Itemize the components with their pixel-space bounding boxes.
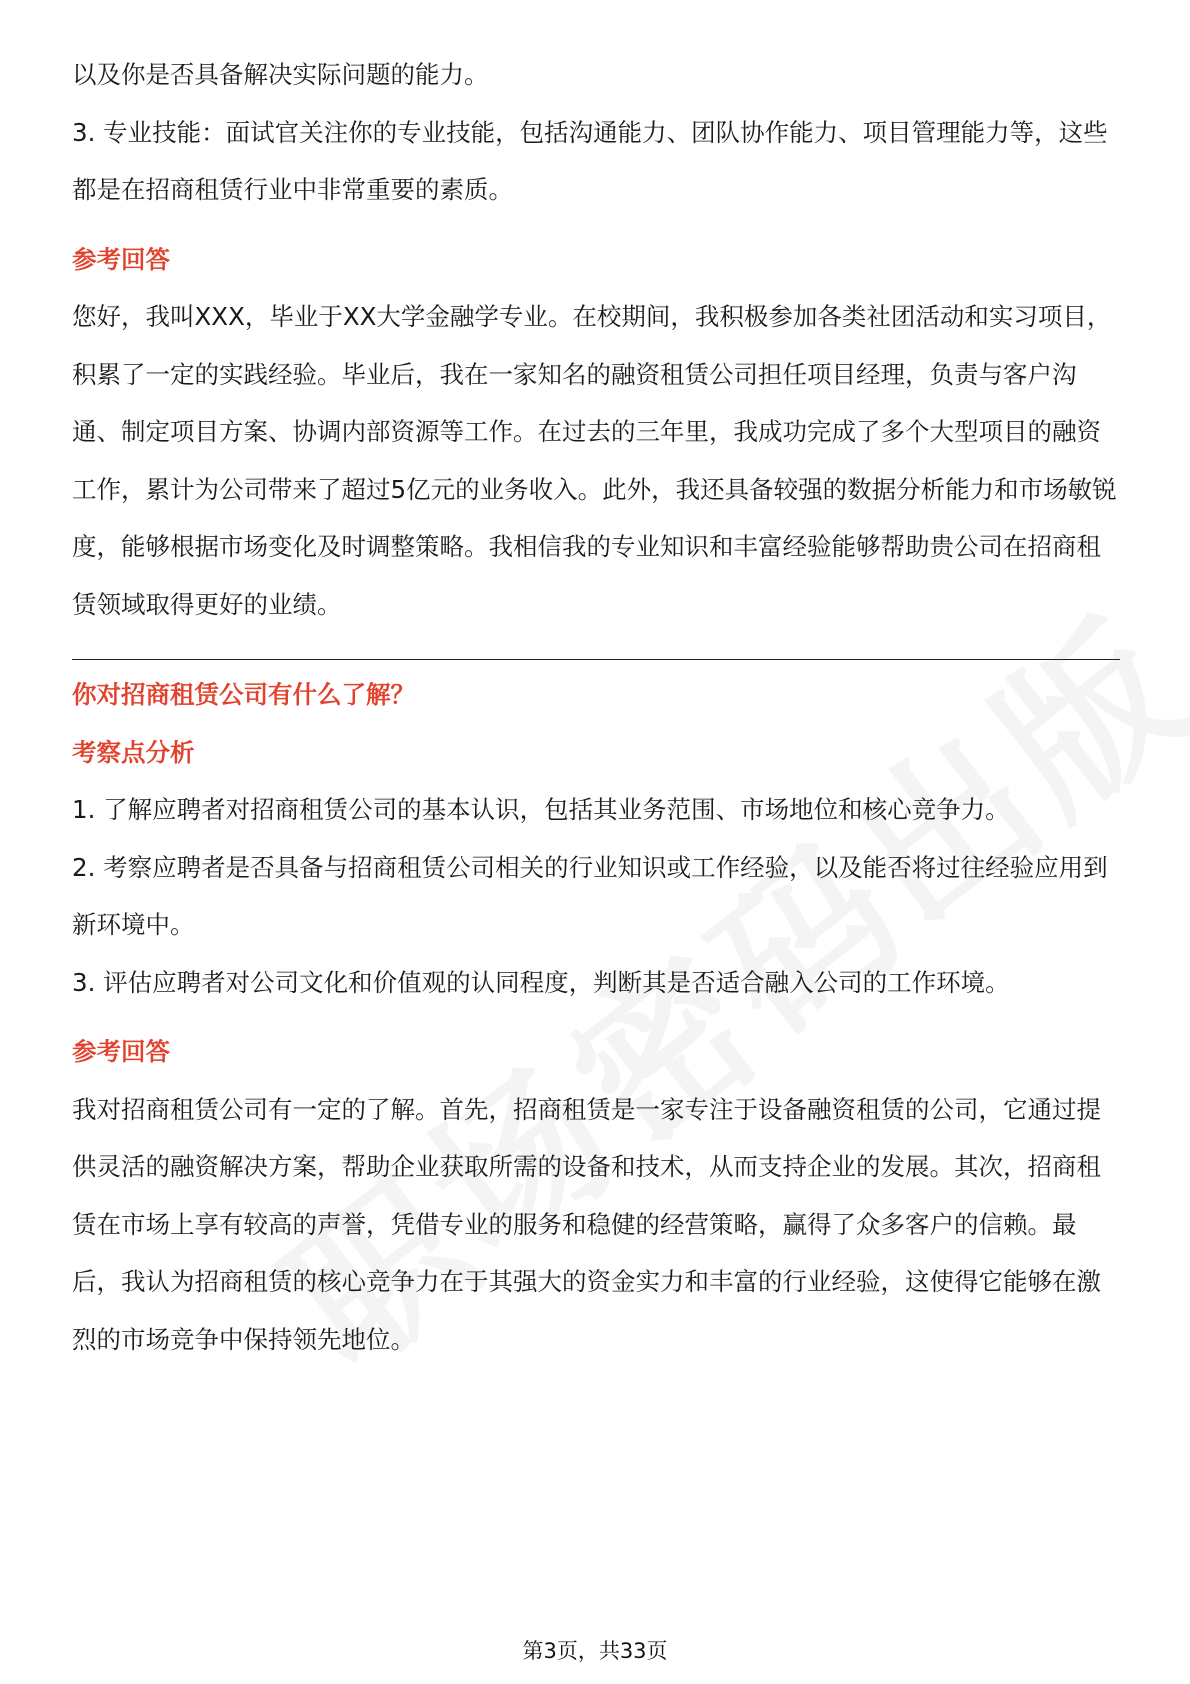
answer2-text: 我对招商租赁公司有一定的了解。首先，招商租赁是一家专注于设备融资租赁的公司，它通过提供灵活的融资解决方案，帮助企业获取所需的设备和技术，从而支持企业的发展。其次，招商租赁在市场上享有较高的声誉，凭借专业的服务和稳健的经营策略，赢得了众多客户的信赖。最后，我认为招商租赁的核心竞争力在于其强大的资金实力和丰富的行业经验，这使得它能够在激烈的市场竞争中保持领先地位。 [72, 1094, 1101, 1354]
intro-line-1: 以及你是否具备解决实际问题的能力。 [72, 60, 489, 89]
analysis-point-2: 2. 考察应聘者是否具备与招商租赁公司相关的行业知识或工作经验，以及能否将过往经验应用到新环境中。 [72, 852, 1108, 939]
section-divider [72, 659, 1120, 660]
analysis-heading: 考察点分析 [72, 737, 195, 767]
page-number: 第3页，共33页 [522, 1639, 668, 1663]
question2-title: 你对招商租赁公司有什么了解？ [72, 680, 415, 709]
analysis-point-1: 1. 了解应聘者对招商租赁公司的基本认识，包括其业务范围、市场地位和核心竞争力。 [72, 795, 1010, 824]
answer1-text: 您好，我叫XXX，毕业于XX大学金融学专业。在校期间，我积极参加各类社团活动和实习项目，积累了一定的实践经验。毕业后，我在一家知名的融资租赁公司担任项目经理，负责与客户沟通、制定项目方案、协调内部资源等工作。在过去的三年里，我成功完成了多个大型项目的融资工作，累计为公司带来了超过5亿元的业务收入。此外，我还具备较强的数据分析能力和市场敏锐度，能够根据市场变化及时调整策略。我相信我的专业知识和丰富经验能够帮助贵公司在招商租赁领域取得更好的业绩。 [72, 302, 1117, 619]
document-page [72, 46, 1120, 1368]
analysis-point-3: 3. 评估应聘者对公司文化和价值观的认同程度，判断其是否适合融入公司的工作环境。 [72, 967, 1010, 997]
answer1-heading: 参考回答 [72, 244, 170, 274]
answer2-heading: 参考回答 [72, 1037, 170, 1066]
intro-line-2: 3. 专业技能：面试官关注你的专业技能，包括沟通能力、团队协作能力、项目管理能力等，这些都是在招商租赁行业中非常重要的素质。 [72, 117, 1108, 204]
